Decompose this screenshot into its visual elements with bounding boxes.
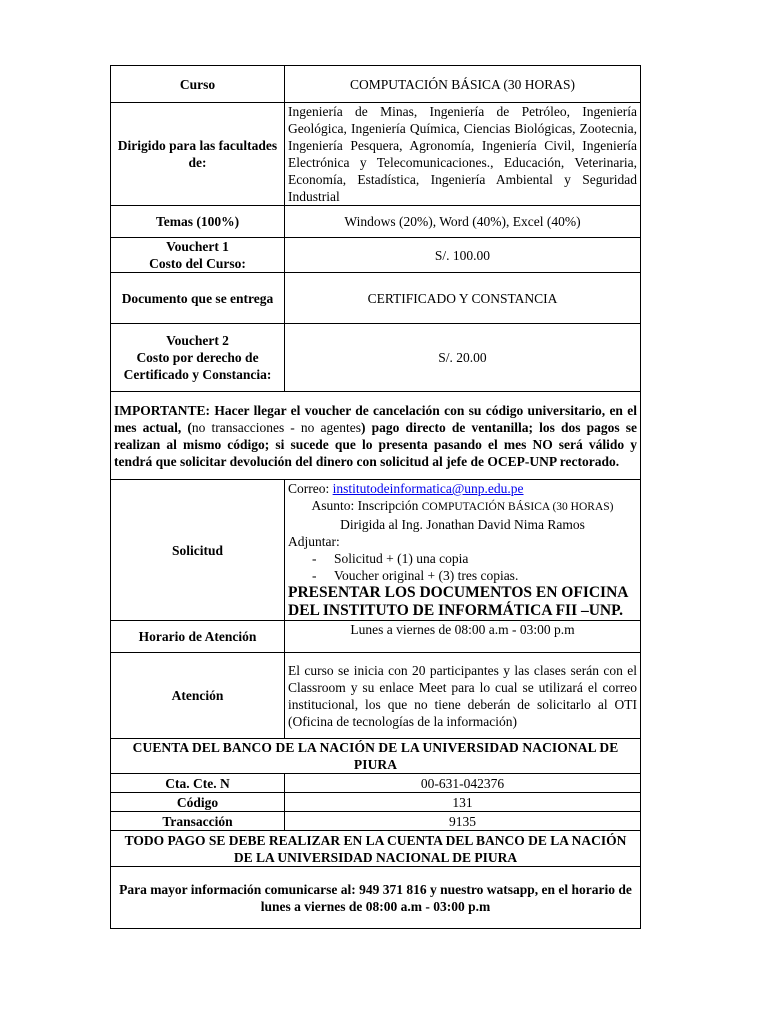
importante-part1: IMPORTANTE: Hacer llegar el voucher de cancelación con su código universitario, en el mes actual, ( [114, 402, 637, 435]
row-curso [111, 66, 641, 103]
transaccion-label: Transacción [111, 812, 285, 831]
curso-value: COMPUTACIÓN BÁSICA (30 HORAS) [285, 66, 641, 103]
bullet-dash: - [312, 551, 317, 566]
bullet-dash: - [312, 568, 317, 583]
row-cta [111, 774, 641, 793]
adjuntar-item [288, 550, 637, 567]
row-horario [111, 621, 641, 653]
temas-label: Temas (100%) [111, 206, 285, 238]
row-dirigido [111, 103, 641, 206]
temas-value: Windows (20%), Word (40%), Excel (40%) [285, 206, 641, 238]
codigo-label: Código [111, 793, 285, 812]
row-info [111, 867, 641, 929]
row-atencion [111, 653, 641, 739]
asunto-value: COMPUTACIÓN BÁSICA (30 HORAS) [421, 501, 614, 513]
presentar-notice: PRESENTAR LOS DOCUMENTOS EN OFICINA DEL INSTITUTO DE INFORMÁTICA FII –UNP. [288, 584, 628, 619]
row-banco-header [111, 739, 641, 774]
vouchert1-subtitle: Costo del Curso: [149, 256, 246, 271]
documento-value: CERTIFICADO Y CONSTANCIA [285, 273, 641, 324]
course-info-table [110, 65, 641, 929]
vouchert2-label [111, 324, 285, 392]
dirigido-value: Ingeniería de Minas, Ingeniería de Petróleo, Ingeniería Geológica, Ingeniería Química, Ciencias Biológicas, Zootecnia, Ingeniería Pesquera, Agronomía, Ingeniería Civil, Ingeniería Electrónica y Telecomunicaciones., Educación, Veterinaria, Economía, Estadística, Ingeniería Ambiental y Seguridad Industrial [285, 103, 641, 206]
curso-label: Curso [111, 66, 285, 103]
dirigida-line: Dirigida al Ing. Jonathan David Nima Ramos [340, 517, 585, 532]
info-contact: Para mayor información comunicarse al: 949 371 816 y nuestro watsapp, en el horario de lunes a viernes de 08:00 a.m - 03:00 p.m [111, 867, 641, 929]
horario-label: Horario de Atención [111, 621, 285, 653]
row-vouchert1 [111, 238, 641, 273]
adjuntar-label: Adjuntar: [288, 534, 340, 549]
codigo-value: 131 [285, 793, 641, 812]
solicitud-content [285, 480, 641, 621]
vouchert2-title: Vouchert 2 [166, 333, 229, 348]
solicitud-label: Solicitud [111, 480, 285, 621]
importante-notice [111, 392, 641, 480]
correo-line [288, 480, 637, 497]
vouchert1-value: S/. 100.00 [285, 238, 641, 273]
horario-value: Lunes a viernes de 08:00 a.m - 03:00 p.m [285, 621, 641, 653]
documento-label: Documento que se entrega [111, 273, 285, 324]
cta-value: 00-631-042376 [285, 774, 641, 793]
row-importante [111, 392, 641, 480]
row-transaccion [111, 812, 641, 831]
vouchert1-title: Vouchert 1 [166, 239, 229, 254]
row-vouchert2 [111, 324, 641, 392]
vouchert2-value: S/. 20.00 [285, 324, 641, 392]
banco-header: CUENTA DEL BANCO DE LA NACIÓN DE LA UNIVERSIDAD NACIONAL DE PIURA [111, 739, 641, 774]
vouchert1-label [111, 238, 285, 273]
row-solicitud [111, 480, 641, 621]
cta-label: Cta. Cte. N [111, 774, 285, 793]
correo-label: Correo: [288, 481, 333, 496]
importante-part3: ) pago directo de ventanilla; los dos pagos se realizan al mismo código; si sucede que lo presenta pasando el mes NO será válido y tendrá que solicitar devolución del dinero con solicitud al jefe de OCEP-UNP rectorado. [114, 419, 638, 469]
row-documento [111, 273, 641, 324]
atencion-value: El curso se inicia con 20 participantes y las clases serán con el Classroom y su enlace Meet para lo cual se utilizará el correo institucional, los que no tiene deberán de solicitarlo al OTI (Oficina de tecnologías de la información) [285, 653, 641, 739]
importante-part2: no transacciones - no agentes [191, 419, 362, 435]
adjuntar-item-text: Solicitud + (1) una copia [334, 551, 469, 566]
row-codigo [111, 793, 641, 812]
vouchert2-subtitle: Costo por derecho de Certificado y Constancia: [123, 350, 272, 382]
row-todo-pago [111, 831, 641, 867]
email-link[interactable]: institutodeinformatica@unp.edu.pe [332, 481, 524, 496]
adjuntar-item-text: Voucher original + (3) tres copias. [334, 568, 519, 583]
adjuntar-item [288, 567, 637, 584]
dirigido-label: Dirigido para las facultades de: [111, 103, 285, 206]
asunto-line [288, 497, 637, 516]
atencion-label: Atención [111, 653, 285, 739]
transaccion-value: 9135 [285, 812, 641, 831]
todo-pago-notice: TODO PAGO SE DEBE REALIZAR EN LA CUENTA DEL BANCO DE LA NACIÓN DE LA UNIVERSIDAD NACIONAL DE PIURA [111, 831, 641, 867]
asunto-label: Asunto: Inscripción [311, 498, 422, 513]
row-temas [111, 206, 641, 238]
